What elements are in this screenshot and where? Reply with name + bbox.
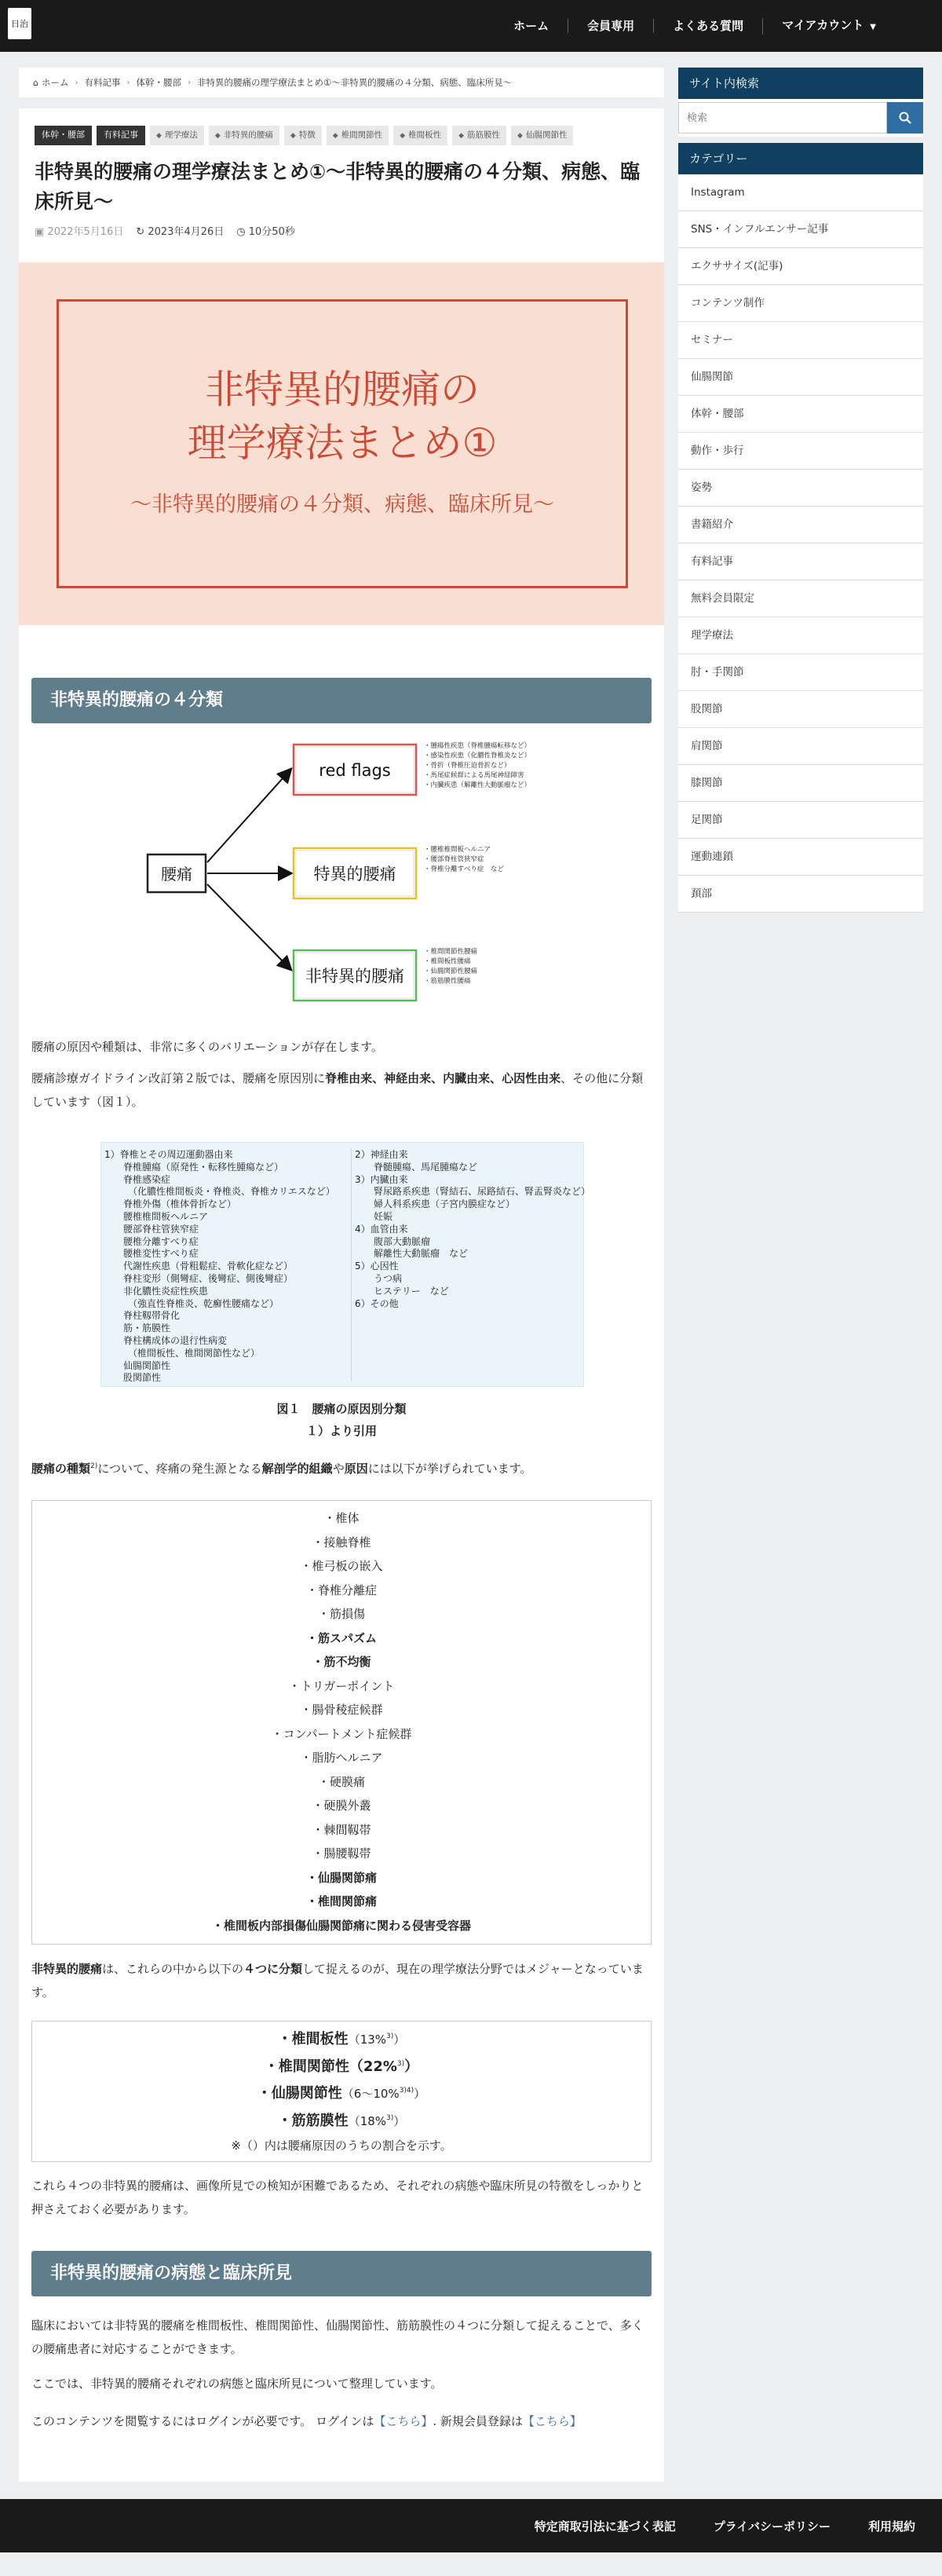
classification-diagram — [137, 729, 608, 1012]
ratio-item — [32, 2106, 651, 2134]
sidebar-category-item[interactable]: 理学療法 — [678, 617, 923, 654]
section-heading-classification: 非特異的腰痛の４分類 — [31, 678, 652, 723]
page-title: 非特異的腰痛の理学療法まとめ①〜非特異的腰痛の４分類、病態、臨床所見〜 — [35, 160, 641, 213]
figure-1-line: 腰椎分離すべり症 — [104, 1235, 199, 1247]
ratio-name: ・筋筋膜性 — [277, 2113, 349, 2129]
tag-icon: ◆ — [290, 132, 296, 140]
ratio-ref: 3) — [386, 2114, 394, 2122]
sidebar-category-heading: カテゴリー — [678, 143, 923, 174]
cause-item: ・筋不均衡 — [312, 1655, 371, 1669]
breadcrumb-item[interactable]: 体幹・腰部 — [136, 77, 181, 88]
ratio-item — [32, 2025, 651, 2052]
tag-label: 理学療法 — [164, 130, 198, 140]
nav-my-account[interactable] — [762, 18, 895, 35]
text-bold: 解剖学的組織 — [261, 1462, 333, 1476]
text-bold: 原因 — [344, 1462, 368, 1476]
tag-icon: ◆ — [400, 132, 406, 140]
figure-1-line: 妊娠 — [355, 1210, 393, 1222]
figure-1-line: 脊柱変形（側彎症、後彎症、側後彎症） — [104, 1272, 294, 1284]
text: このコンテンツを閲覧するにはログインが必要です。 ログインは — [31, 2414, 374, 2428]
ratio-item — [32, 2079, 651, 2106]
site-footer — [0, 2499, 942, 2552]
figure-1-line: （椎間板性、椎間関節性など） — [104, 1347, 261, 1359]
text: について、疼痛の発生源となる — [97, 1462, 262, 1476]
sidebar-search-heading: サイト内検索 — [678, 68, 923, 99]
search-input[interactable] — [678, 102, 887, 134]
ratio-item — [32, 2052, 651, 2079]
published-date — [35, 223, 123, 238]
diagram-branch-label: 特異的腰痛 — [313, 865, 396, 884]
paragraph — [31, 1957, 652, 2004]
ratio-ref: 3)4) — [399, 2087, 414, 2095]
diagram-arrow — [207, 884, 290, 969]
figure-1-line: 股関節性 — [104, 1372, 162, 1384]
tag[interactable] — [150, 126, 204, 145]
tag-list — [35, 126, 573, 145]
read-time — [236, 223, 295, 238]
sidebar-category-item[interactable]: セミナー — [678, 322, 923, 359]
breadcrumb-item[interactable]: 有料記事 — [84, 77, 121, 88]
cause-item: ・硬膜痛 — [317, 1774, 365, 1789]
sidebar-category-item[interactable]: 肘・手関節 — [678, 654, 923, 691]
tag-label: 仙腸関節性 — [525, 130, 568, 140]
cause-item: ・腸腰靱帯 — [312, 1846, 371, 1861]
figure-caption-source: １）より引用 — [305, 1424, 377, 1438]
figure-1-line: 腰部脊柱管狭窄症 — [104, 1223, 199, 1235]
tag[interactable] — [511, 126, 573, 145]
cause-item: ・腸骨稜症候群 — [300, 1703, 383, 1717]
text-bold: ４つに分類 — [243, 1962, 303, 1976]
paragraph: これら４つの非特異的腰痛は、画像所見での検知が困難であるため、それぞれの病態や臨床所見の特徴をしっかりと押さえておく必要があります。 — [31, 2179, 644, 2216]
figure-1-line: 婦人科系疾患（子宮内膜症など） — [355, 1198, 516, 1210]
sidebar-category-item[interactable]: 足関節 — [678, 802, 923, 839]
home-icon: ⌂ — [33, 77, 38, 88]
figure-1-table — [100, 1142, 591, 1387]
paragraph: 臨床においては非特異的腰痛を椎間板性、椎間関節性、仙腸関節性、筋筋膜性の４つに分類して捉えることで、多くの腰痛患者に対応することができます。 — [31, 2318, 644, 2356]
category-tag[interactable]: 体幹・腰部 — [35, 126, 92, 145]
figure-1-line: うつ病 — [355, 1272, 403, 1284]
sidebar-category-item[interactable]: エクササイズ(記事) — [678, 248, 923, 285]
text: . 新規会員登録は — [433, 2414, 523, 2428]
site-header — [0, 0, 942, 52]
diagram-branch-note: ・馬尾症候群による馬尾神経障害 — [424, 771, 524, 780]
register-link[interactable]: 【こちら】 — [522, 2414, 582, 2428]
figure-1-line: ヒステリー など — [355, 1285, 449, 1297]
text: や — [332, 1462, 345, 1476]
ratio-note: ※（）内は腰痛原因のうちの割合を示す。 — [231, 2139, 452, 2153]
nav-my-account-label: マイアカウント — [782, 17, 864, 32]
classification-ratio-box — [31, 2021, 652, 2162]
article-card — [19, 108, 664, 2482]
text-bold: 腰痛の種類 — [31, 1462, 91, 1476]
ratio-name: ・仙腸関節性 — [257, 2085, 342, 2102]
figure-1-line: 非化膿性炎症性疾患 — [104, 1285, 209, 1297]
tag-label: 非特異的腰痛 — [223, 130, 273, 140]
tag-icon: ◆ — [332, 132, 338, 140]
tag[interactable] — [327, 126, 389, 145]
diagram-branch-note: ・筋筋膜性腰痛 — [424, 977, 471, 986]
diagram-branch-note: ・内臓疾患（解離性大動脈瘤など） — [424, 781, 531, 789]
sidebar-category-item[interactable]: 体幹・腰部 — [678, 396, 923, 433]
sidebar-category-item[interactable]: 有料記事 — [678, 543, 923, 580]
figure-1-line: 腹部大動脈瘤 — [355, 1235, 431, 1247]
diagram-arrow — [207, 770, 290, 862]
text: して捉えるのが、現在の理学療法分野ではメジャーとなっています。 — [31, 1962, 644, 2000]
figure-1-line: 筋・筋膜性 — [104, 1323, 171, 1334]
chevron-down-icon: ▼ — [870, 22, 876, 31]
refresh-icon: ↻ — [136, 226, 148, 238]
footer-link-terms[interactable]: 利用規約 — [867, 2519, 915, 2534]
figure-1-line: 腰椎椎間板ヘルニア — [104, 1210, 209, 1222]
sidebar-category-item[interactable]: 書籍紹介 — [678, 507, 923, 543]
calendar-icon: ▣ — [35, 226, 48, 238]
superscript: 2) — [90, 1462, 98, 1470]
diagram-branch-note: ・腰部脊柱管狭窄症 — [424, 855, 484, 864]
section-heading-pathology: 非特異的腰痛の病態と臨床所見 — [31, 2251, 652, 2296]
sidebar-category-item[interactable]: 動作・歩行 — [678, 433, 923, 470]
text: は、これらの中から以下の — [102, 1962, 244, 1976]
ratio-ref: 3) — [396, 2060, 405, 2068]
top-nav — [495, 0, 895, 52]
updated-date — [136, 223, 224, 238]
sidebar-category-item[interactable]: コンテンツ制作 — [678, 285, 923, 322]
tag[interactable] — [393, 126, 447, 145]
ratio-name: ・椎間板性 — [277, 2031, 349, 2047]
category-tag[interactable]: 有料記事 — [97, 126, 145, 145]
published-date-text: 2022年5月16日 — [47, 226, 124, 238]
sidebar-category-item[interactable]: 肩関節 — [678, 728, 923, 765]
figure-1-line: 腰椎変性すべり症 — [104, 1248, 199, 1260]
figure-1-col2 — [351, 1149, 591, 1381]
text-bold: 非特異的腰痛 — [31, 1962, 103, 1976]
ratio-close: ） — [414, 2087, 426, 2101]
post-meta — [35, 223, 295, 238]
diagram-branch-note: ・仙腸関節性腰痛 — [424, 968, 478, 975]
chevron-right-icon: › — [187, 78, 191, 87]
search-icon — [899, 112, 911, 124]
ratio-ref: 3) — [386, 2033, 394, 2040]
chevron-right-icon: › — [126, 78, 130, 87]
tag-icon: ◆ — [214, 132, 221, 140]
sidebar-category-item[interactable]: 姿勢 — [678, 470, 923, 507]
figure-1-line: 3）内臓由来 — [355, 1173, 408, 1185]
ratio-value: （22% — [349, 2058, 397, 2075]
figure-1-line: 5）心因性 — [355, 1261, 399, 1272]
figure-1-line: （化膿性椎間板炎・脊椎炎、脊椎カリエスなど） — [104, 1186, 335, 1198]
tag[interactable] — [452, 126, 506, 145]
footer-link-tokushoho[interactable]: 特定商取引法に基づく表記 — [534, 2519, 676, 2534]
footer-nav — [516, 2499, 934, 2552]
sidebar-category-item[interactable]: 仙腸関節 — [678, 359, 923, 396]
ratio-value: （13% — [348, 2033, 387, 2047]
tag[interactable] — [209, 126, 279, 145]
diagram-branch-note: ・腰椎椎間板ヘルニア — [424, 846, 491, 854]
diagram-branch-note: ・椎間関節性腰痛 — [424, 948, 478, 956]
figure-1-line: 4）血管由来 — [355, 1223, 408, 1235]
figure-1-line: （強直性脊椎炎、乾癬性腰痛など） — [104, 1297, 279, 1309]
hero-image — [19, 262, 664, 625]
ratio-value: （6〜10% — [341, 2087, 400, 2101]
category-list — [678, 174, 923, 913]
cause-item: ・硬膜外叢 — [312, 1798, 371, 1813]
figure-1-line: 脊椎外傷（椎体骨折など） — [104, 1198, 237, 1210]
sidebar-category-item[interactable]: Instagram — [678, 174, 923, 211]
cause-item: ・脂肪ヘルニア — [300, 1751, 383, 1765]
tag-label: 筋筋膜性 — [467, 130, 501, 140]
updated-date-text: 2023年4月26日 — [148, 226, 225, 238]
breadcrumb — [19, 68, 664, 97]
chevron-right-icon: › — [75, 78, 78, 87]
cause-item: ・トリガーポイント — [288, 1678, 395, 1693]
breadcrumb-home[interactable]: ホーム — [41, 77, 69, 88]
hero-title-line2: 理学療法まとめ① — [187, 420, 498, 466]
login-link[interactable]: 【こちら】 — [374, 2414, 433, 2428]
tag-icon: ◆ — [458, 132, 465, 140]
paragraph: 腰痛の原因や種類は、非常に多くのバリエーションが存在します。 — [31, 1040, 383, 1054]
ratio-name: ・椎間関節性 — [264, 2058, 349, 2075]
paragraph — [31, 1454, 652, 1480]
diagram-branch-note: ・骨折（脊椎圧迫骨折など） — [424, 762, 511, 770]
page-bottom — [0, 2552, 942, 2576]
text-bold: 脊椎由来、神経由来、内臓由来、心因性由来 — [325, 1071, 561, 1085]
figure-1-line: 6）その他 — [355, 1297, 399, 1309]
tag-label: 椎間板性 — [408, 130, 442, 140]
tag[interactable] — [284, 126, 322, 145]
clock-icon: ◷ — [236, 226, 249, 238]
tag-label: 特徴 — [298, 130, 316, 140]
paragraph — [31, 1067, 652, 1114]
cause-item: ・仙腸関節痛 — [305, 1870, 377, 1885]
text: 腰痛診療ガイドライン改訂第２版では、腰痛を原因別に — [31, 1071, 326, 1085]
cause-item: ・椎間関節痛 — [305, 1894, 377, 1908]
paragraph: ここでは、非特異的腰痛それぞれの病態と臨床所見について整理しています。 — [31, 2377, 443, 2391]
diagram-branch-note: ・感染性疾患（化膿性脊椎炎など） — [424, 752, 531, 760]
ratio-close: ） — [404, 2058, 419, 2075]
cause-item: ・椎弓板の嵌入 — [300, 1559, 383, 1573]
cause-item: ・筋損傷 — [317, 1607, 365, 1621]
sidebar-category-item[interactable]: 無料会員限定 — [678, 580, 923, 617]
sidebar-category-item[interactable]: 股関節 — [678, 691, 923, 728]
sidebar-category-item[interactable]: SNS・インフルエンサー記事 — [678, 211, 923, 248]
site-logo[interactable]: 日治 — [8, 8, 31, 39]
tag-label: 椎間関節性 — [341, 130, 383, 140]
figure-1-line: 脊髄腫瘍、馬尾腫瘍など — [355, 1161, 478, 1173]
nav-faq[interactable]: よくある質問 — [653, 19, 762, 33]
cause-item: ・筋スパズム — [305, 1630, 377, 1645]
figure-1-line: 腎尿路系疾患（腎結石、尿路結石、腎盂腎炎など） — [355, 1186, 591, 1198]
figure-caption: 図１ 腰痛の原因別分類 — [276, 1402, 407, 1416]
sidebar-category-item[interactable]: 運動連鎖 — [678, 839, 923, 876]
cause-item: ・椎体 — [323, 1511, 360, 1525]
cause-item: ・棘間靱帯 — [312, 1822, 371, 1837]
footer-link-privacy[interactable]: プライバシーポリシー — [713, 2519, 831, 2534]
nav-home[interactable]: ホーム — [513, 19, 550, 33]
read-time-text: 10分50秒 — [248, 226, 295, 238]
cause-item: ・接触脊椎 — [312, 1535, 371, 1550]
diagram-branch-note: ・腫瘍性疾患（脊椎腫瘍転移など） — [424, 742, 531, 750]
figure-1-line: 代謝性疾患（骨粗鬆症、骨軟化症など） — [104, 1261, 294, 1272]
figure-1-col1 — [104, 1149, 340, 1385]
cause-item: ・椎間板内部損傷仙腸関節痛に関わる侵害受容器 — [211, 1918, 471, 1933]
sidebar-category-item[interactable]: 膝関節 — [678, 765, 923, 802]
cause-item: ・コンパートメント症候群 — [271, 1726, 412, 1741]
hero-frame — [57, 299, 628, 588]
diagram-branch-label: 非特異的腰痛 — [305, 967, 404, 986]
text: には以下が挙げられています。 — [367, 1462, 532, 1476]
hero-subtitle: 〜非特異的腰痛の４分類、病態、臨床所見〜 — [130, 492, 554, 517]
figure-1-line: 2）神経由来 — [355, 1149, 408, 1160]
figure-1-line: 解離性大動脈瘤 など — [355, 1248, 469, 1260]
figure-1-line: 仙腸関節性 — [104, 1359, 171, 1371]
sidebar-category-item[interactable]: 頚部 — [678, 876, 923, 913]
figure-1-line: 脊柱靱帯骨化 — [104, 1310, 181, 1322]
diagram-branch-label: red flags — [319, 761, 391, 780]
nav-members[interactable]: 会員専用 — [568, 19, 653, 33]
ratio-value: （18% — [348, 2114, 387, 2128]
causes-list-box — [31, 1500, 652, 1945]
figure-1-line: 脊柱構成体の退行性病変 — [104, 1334, 228, 1346]
ratio-close: ） — [393, 2033, 406, 2047]
hero-title-line1: 非特異的腰痛の — [205, 367, 480, 412]
cause-item: ・脊椎分離症 — [305, 1583, 377, 1597]
sidebar-search — [678, 99, 923, 137]
figure-1-line: 脊椎感染症 — [104, 1173, 171, 1185]
text: 、その他に分類しています（図１）。 — [31, 1071, 644, 1109]
diagram-branch-note: ・脊椎分離すべり症 など — [424, 865, 504, 873]
diagram-branch-note: ・椎間板性腰痛 — [424, 957, 471, 966]
search-button[interactable] — [887, 102, 923, 134]
diagram-root-label: 腰痛 — [161, 865, 192, 884]
tag-icon: ◆ — [517, 132, 523, 140]
breadcrumb-current: 非特異的腰痛の理学療法まとめ①〜非特異的腰痛の４分類、病態、臨床所見〜 — [196, 77, 513, 88]
figure-1-line: 脊椎腫瘍（原発性・転移性腫瘍など） — [104, 1161, 284, 1173]
figure-1-line: 1）脊椎とその周辺運動器由来 — [104, 1149, 233, 1160]
ratio-close: ） — [393, 2114, 406, 2128]
tag-icon: ◆ — [156, 132, 162, 140]
login-notice — [31, 2410, 652, 2433]
